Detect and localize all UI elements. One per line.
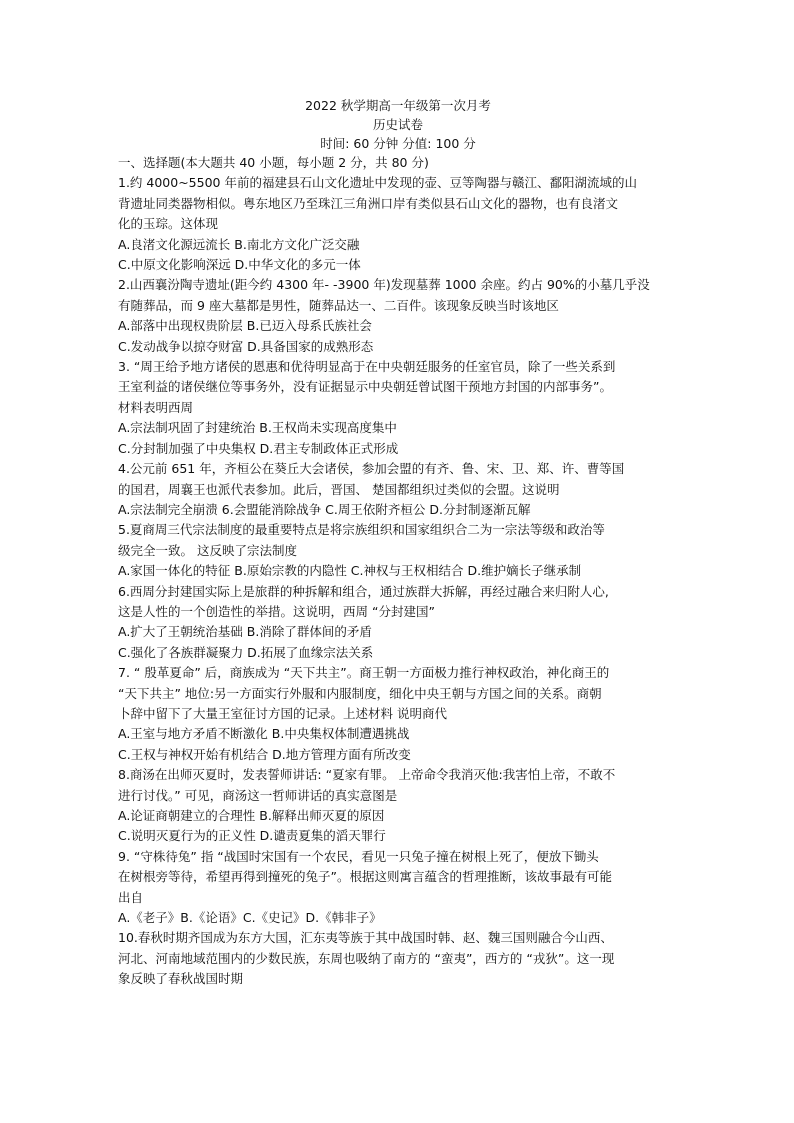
question-text-line: 象反映了春秋战国时期: [118, 971, 244, 987]
exam-title: 2022 秋学期高一年级第一次月考: [305, 98, 491, 113]
answer-options: A.王室与地方矛盾不断激化 B.中央集权体制遭遇挑战: [118, 726, 410, 742]
section-heading: 一、选择题(本大题共 40 小题，每小题 2 分，共 80 分): [118, 155, 429, 170]
question-text-line: 1.约 4000~5500 年前的福建县石山文化遗址中发现的壶、豆等陶器与赣江、鄱阳湖流域的山: [118, 175, 637, 191]
question-text-line: 有随葬品，而 9 座大墓都是男性，随葬品达一、二百件。该现象反映当时该地区: [118, 297, 559, 313]
question-text-line: 背遗址同类器物相似。粤东地区乃至珠江三角洲口岸有类似县石山文化的器物，也有良渚文: [118, 195, 619, 211]
question-text-line: 河北、河南地域范围内的少数民族，东周也吸纳了南方的 “蛮夷”，西方的 “戎狄”。这一现: [118, 950, 615, 966]
answer-options: C.中原文化影响深远 D.中华文化的多元一体: [118, 257, 361, 273]
question-text-line: 材料表明西周: [118, 399, 194, 415]
question-9: [118, 847, 678, 929]
question-text-line: 卜辞中留下了大量王室征讨方国的记录。上述材料 说明商代: [118, 705, 447, 721]
answer-options: A.家国一体化的特征 B.原始宗教的内隐性 C.神权与王权相结合 D.维护嫡长子继承制: [118, 563, 582, 579]
question-text-line: 出自: [118, 889, 144, 905]
answer-options: A.宗法制巩固了封建统治 B.王权尚未实现高度集中: [118, 420, 397, 436]
question-text-line: 10.春秋时期齐国成为东方大国，汇东夷等族于其中战国时韩、赵、魏三国则融合今山西、: [118, 930, 613, 946]
question-text-line: “天下共主” 地位:另一方面实行外服和内服制度，细化中央王朝与方国之间的关系。商朝: [118, 685, 602, 701]
question-text-line: 2.山西襄汾陶寺遗址(距今约 4300 年- -3900 年)发现墓葬 1000 余座。约占 90%的小墓几乎没: [118, 277, 650, 293]
answer-options: C.强化了各族群凝聚力 D.拓展了血缘宗法关系: [118, 644, 374, 660]
question-text-line: 级完全一致。 这反映了宗法制度: [118, 542, 297, 558]
question-text-line: 3. “周王给予地方诸侯的恩惠和优待明显高于在中央朝廷服务的任室官员，除了一些关系到: [118, 359, 616, 375]
question-4: [118, 459, 678, 520]
answer-options: C.王权与神权开始有机结合 D.地方管理方面有所改变: [118, 746, 411, 762]
question-text-line: 进行讨伐。” 可见，商汤这一哲师讲话的真实意图是: [118, 787, 398, 803]
answer-options: A.部落中出现权贵阶层 B.已迈入母系氏族社会: [118, 318, 372, 334]
question-2: [118, 275, 678, 357]
question-list: [118, 173, 678, 989]
question-text-line: 在树根旁等待，希望再得到撞死的兔子”。根据这则寓言蕴含的哲理推断，该故事最有可能: [118, 869, 612, 885]
question-text-line: 化的玉琮。这体现: [118, 216, 219, 232]
question-text-line: 9. “守株待兔” 指 “战国时宋国有一个农民，看见一只兔子撞在树根上死了，便放下锄头: [118, 848, 599, 864]
question-text-line: 5.夏商周三代宗法制度的最重要特点是将宗族组织和国家组织合二为一宗法等级和政治等: [118, 522, 605, 538]
answer-options: C.说明灭夏行为的正义性 D.谴责夏集的滔天罪行: [118, 828, 386, 844]
exam-meta: 时间: 60 分钟 分值: 100 分: [320, 136, 476, 151]
question-8: [118, 765, 678, 847]
answer-options: A.扩大了王朝统治基础 B.消除了群体间的矛盾: [118, 624, 372, 640]
answer-options: C.发动战争以掠夺财富 D.具备国家的成熟形态: [118, 338, 374, 354]
question-3: [118, 357, 678, 459]
answer-options: A.宗法制完全崩溃 6.会盟能消除战争 C.周王依附齐桓公 D.分封制逐渐瓦解: [118, 501, 531, 517]
question-text-line: 8.商汤在出师灭夏时，发表誓师讲话: “夏家有罪。 上帝命令我消灭他:我害怕上帝，不敢不: [118, 767, 616, 783]
question-text-line: 4.公元前 651 年，齐桓公在葵丘大会诸侯，参加会盟的有齐、鲁、宋、卫、郑、许、曹等国: [118, 461, 625, 477]
question-6: [118, 582, 678, 664]
exam-subject: 历史试卷: [372, 117, 423, 132]
question-10: [118, 928, 678, 989]
answer-options: A.良渚文化源远流长 B.南北方文化广泛交融: [118, 236, 360, 252]
answer-options: A.论证商朝建立的合理性 B.解释出师灭夏的原因: [118, 808, 385, 823]
question-5: [118, 520, 678, 581]
exam-page: [118, 96, 678, 990]
question-text-line: 的国君，周襄王也派代表参加。此后，晋国、 楚国都组织过类似的会盟。这说明: [118, 481, 560, 497]
question-text-line: 这是人性的一个创造性的举措。这说明，西周 “分封建国”: [118, 603, 435, 619]
question-text-line: 7. “ 殷革夏命” 后，商族成为 “天下共主”。商王朝一方面极力推行神权政治，神化商王的: [118, 665, 610, 681]
question-1: [118, 173, 678, 275]
question-text-line: 王室利益的诸侯继位等事务外，没有证据显示中央朝廷曾试图干预地方封国的内部事务”。: [118, 379, 612, 395]
question-text-line: 6.西周分封建国实际上是旅群的种拆解和组合，通过族群大拆解，再经过融合来归附人心,: [118, 583, 609, 599]
question-7: [118, 663, 678, 765]
answer-options: A.《老子》B.《论语》C.《史记》D.《韩非子》: [118, 910, 382, 926]
answer-options: C.分封制加强了中央集权 D.君主专制政体正式形成: [118, 440, 399, 456]
